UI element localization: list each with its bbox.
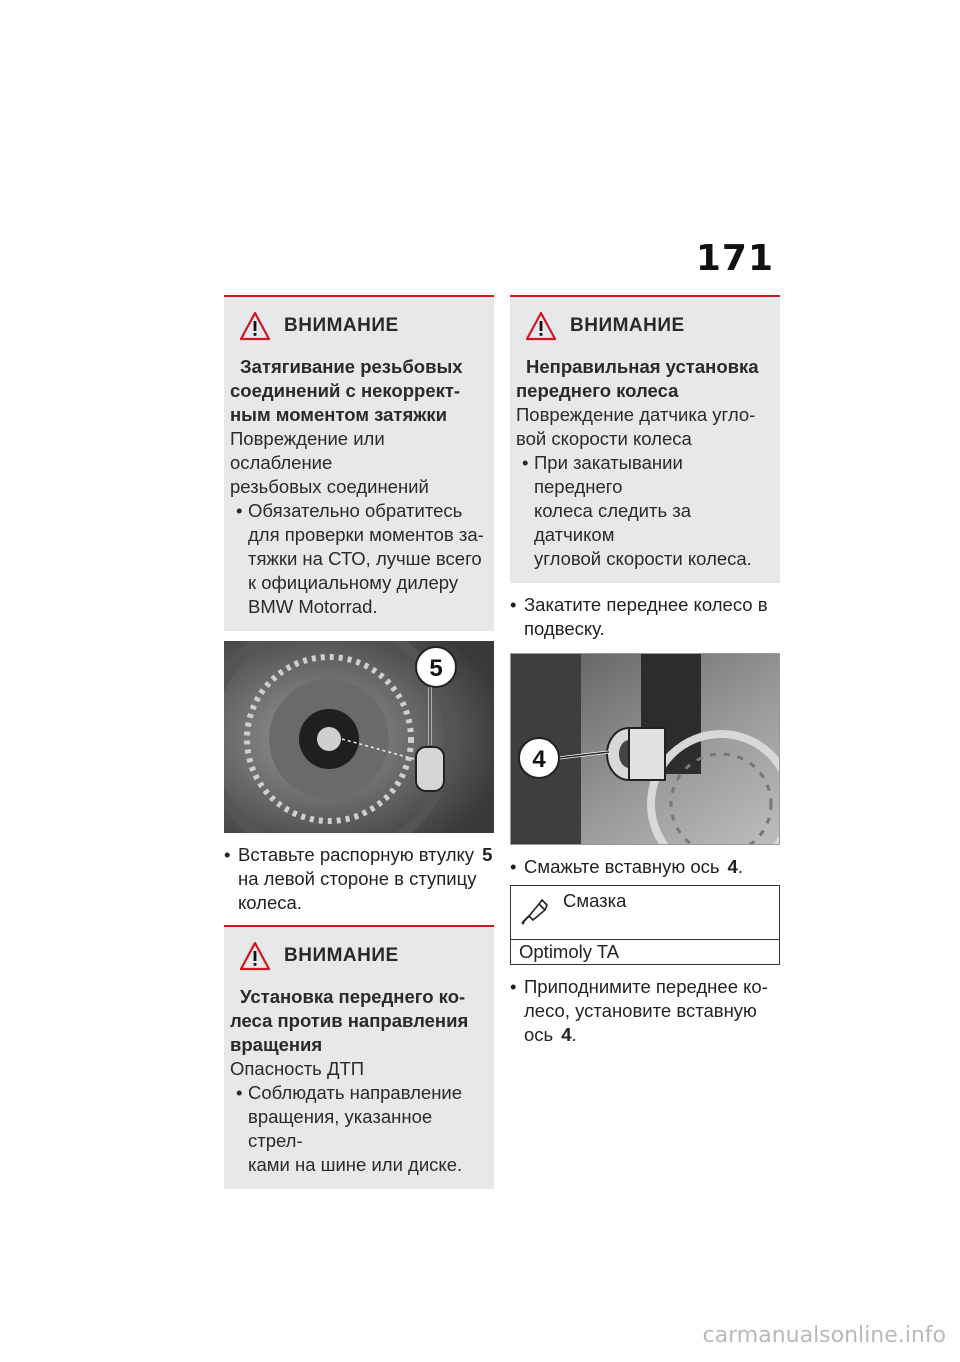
warning-box-wheel-installation <box>510 295 780 583</box>
warning-title: ВНИМАНИЕ <box>284 945 399 966</box>
warning-title: ВНИМАНИЕ <box>570 315 685 336</box>
footer-watermark: carmanualsonline.info <box>702 1323 946 1348</box>
lubricant-value: Optimoly TA <box>519 941 620 962</box>
callout-4: 4 <box>532 746 546 773</box>
warning-title: ВНИМАНИЕ <box>284 315 399 336</box>
photo-axle-insert <box>510 653 780 845</box>
warning-bullet: • При закатывании переднего колеса следить за датчиком угловой скорости колеса. <box>522 452 752 569</box>
right-column <box>510 295 780 1047</box>
warning-heading: Неправильная установка переднего колеса <box>516 356 759 401</box>
warning-heading: Затягивание резьбовых соединений с некоррект- ным моментом затяжки <box>230 356 463 425</box>
photo-spacer-sleeve <box>224 641 494 833</box>
left-column <box>224 295 494 1189</box>
warning-box-threaded-connections <box>224 295 494 631</box>
warning-bullet: • Соблюдать направление вращения, указанное стрел- ками на шине или диске. <box>236 1082 463 1175</box>
warning-triangle-icon <box>240 941 270 971</box>
lubricant-label: Смазка <box>563 890 627 911</box>
page-number: 171 <box>695 238 774 279</box>
warning-heading: Установка переднего ко- леса против направления вращения <box>230 986 469 1055</box>
step-grease-axle: • Смажьте вставную ось 4. <box>510 856 743 877</box>
lubricant-table <box>510 885 780 965</box>
warning-consequence: Повреждение или ослабление резьбовых соединений <box>230 428 429 497</box>
callout-5: 5 <box>429 655 443 682</box>
step-insert-spacer: • Вставьте распорную втулку 5 на левой стороне в ступицу колеса. <box>224 844 493 913</box>
warning-box-rotation-direction <box>224 925 494 1189</box>
warning-bullet: • Обязательно обратитесь для проверки моментов за- тяжки на СТО, лучше всего к официальному дилеру BMW Motorrad. <box>236 500 484 617</box>
lubricant-oil-can-icon <box>519 896 549 926</box>
step-lift-wheel-insert-axle: • Приподнимите переднее ко- лесо, установите вставную ось 4. <box>510 976 768 1045</box>
warning-triangle-icon <box>240 311 270 341</box>
warning-consequence: Повреждение датчика угло- вой скорости колеса <box>516 404 756 449</box>
step-roll-wheel: • Закатите переднее колесо в подвеску. <box>510 594 768 639</box>
warning-consequence: Опасность ДТП <box>230 1058 365 1079</box>
warning-triangle-icon <box>526 311 556 341</box>
